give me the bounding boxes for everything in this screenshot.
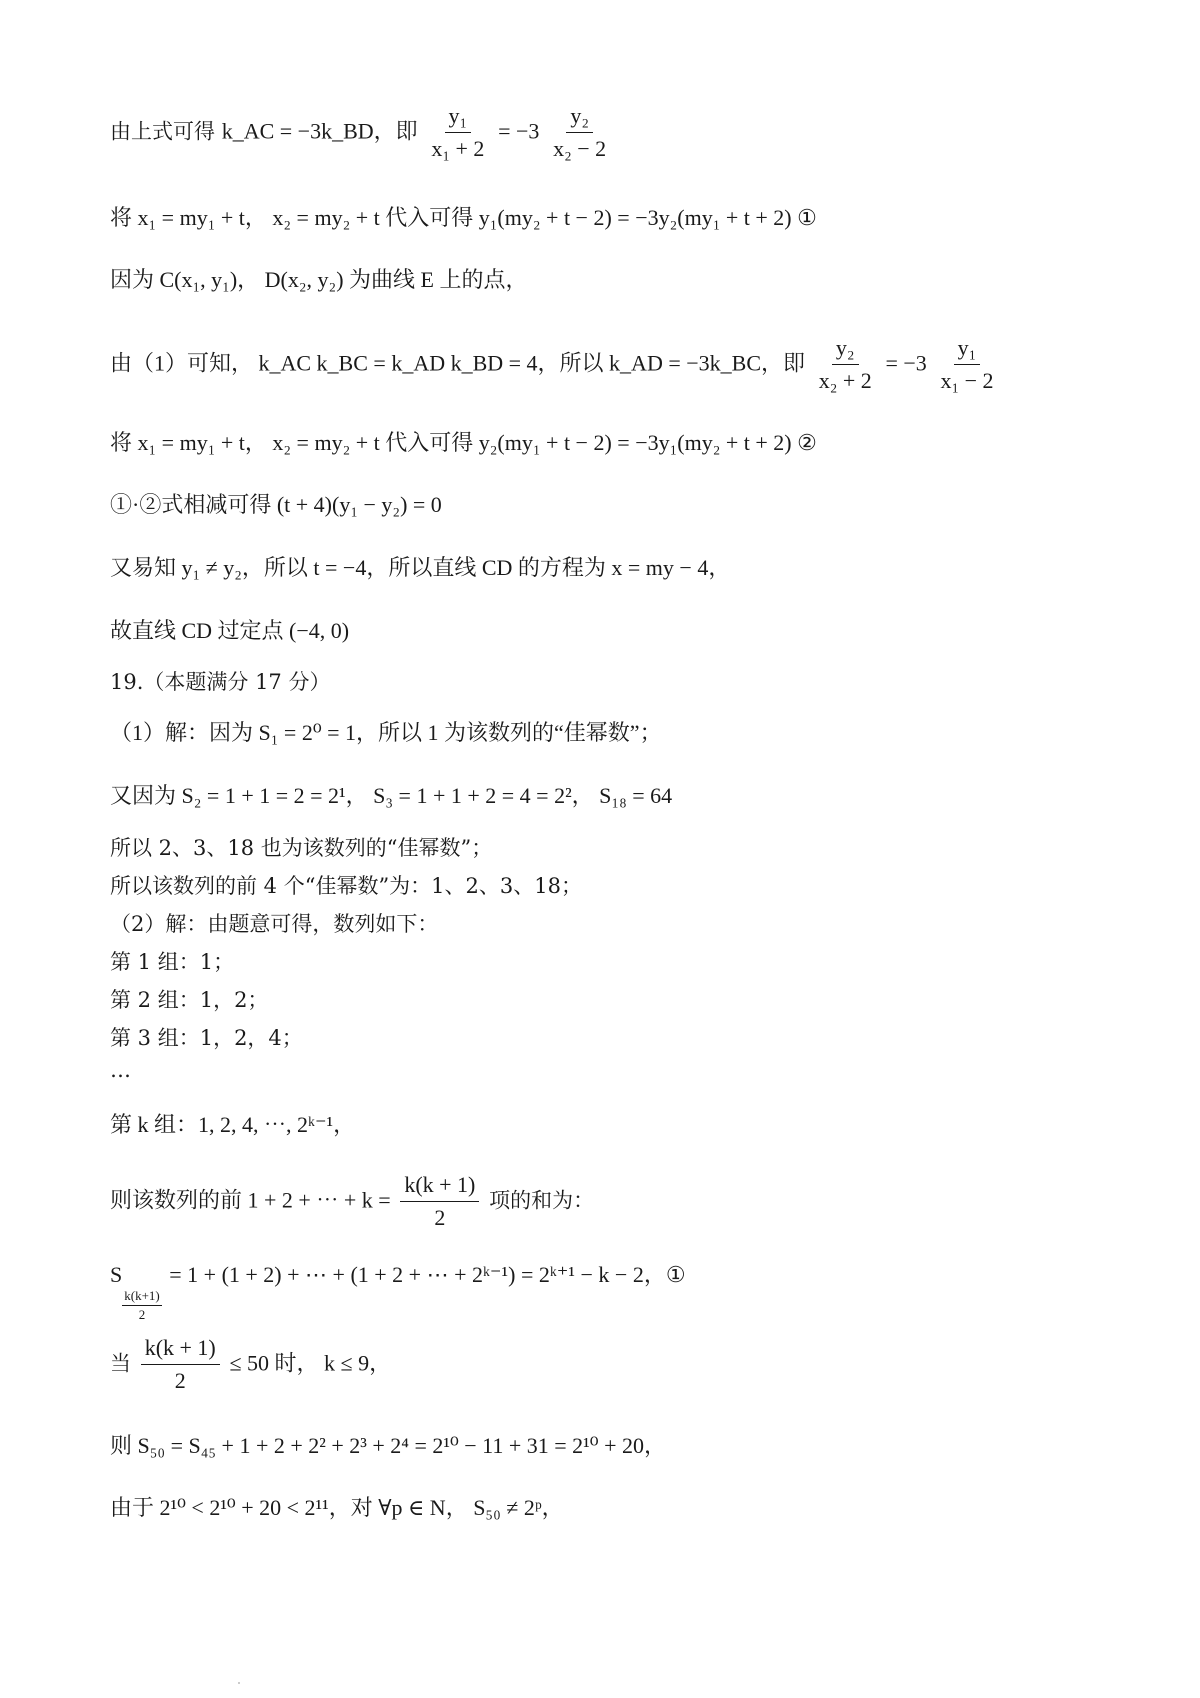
line-substitution-2: 将 x₁ = my₁ + t， x₂ = my₂ + t 代入可得 y₂(my₁ + t − 2) = −3y₁(my₂ + t + 2) ② — [110, 430, 817, 455]
denominator: x₂ − 2 — [553, 136, 607, 162]
formula: 则该数列的前 1 + 2 + ⋯ + k = — [110, 1187, 391, 1213]
fraction — [141, 1335, 220, 1395]
text: 项的和为： — [489, 1188, 595, 1213]
fraction — [815, 335, 876, 395]
numerator: y₁ — [954, 335, 981, 365]
line-slope-product — [110, 335, 1001, 395]
formula: ≤ 50 时， k ≤ 9， — [229, 1350, 392, 1376]
line-sum-formula — [110, 1262, 686, 1322]
numerator: k(k + 1) — [141, 1335, 220, 1365]
line-t-value: 又易知 y₁ ≠ y₂，所以 t = −4，所以直线 CD 的方程为 x = my − 4， — [110, 555, 731, 580]
line-ellipsis: … — [110, 1058, 131, 1082]
text: 由上式可得 — [110, 119, 215, 144]
denominator: x₂ + 2 — [818, 368, 872, 394]
fraction — [427, 103, 488, 163]
line-k-bound — [110, 1335, 391, 1395]
formula: = −3 — [498, 118, 540, 144]
numerator: y₁ — [445, 103, 472, 133]
denominator: 2 — [138, 1306, 146, 1322]
denominator: x₁ − 2 — [940, 368, 994, 394]
denominator: 2 — [434, 1205, 446, 1231]
formula: = −3 — [885, 350, 927, 376]
line-kac-relation — [110, 103, 613, 163]
fraction — [936, 335, 997, 395]
line-substitution-1: 将 x₁ = my₁ + t， x₂ = my₂ + t 代入可得 y₁(my₂ + t − 2) = −3y₂(my₁ + t + 2) ① — [110, 205, 817, 230]
denominator: x₁ + 2 — [431, 136, 485, 162]
line-group-2: 第 2 组：1，2； — [110, 988, 269, 1012]
denominator: 2 — [174, 1368, 186, 1394]
line-group-1: 第 1 组：1； — [110, 950, 235, 974]
text: 当 — [110, 1351, 131, 1376]
fraction — [549, 103, 610, 163]
formula: = 1 + (1 + 2) + ⋯ + (1 + 2 + ⋯ + 2ᵏ⁻¹) = 2ᵏ⁺¹ − k − 2，① — [169, 1262, 686, 1287]
page-mark — [238, 1682, 240, 1684]
numerator: y₂ — [566, 103, 593, 133]
sum-symbol: S — [110, 1262, 123, 1287]
line-first-terms — [110, 1172, 594, 1232]
line-s50: 则 S₅₀ = S₄₅ + 1 + 2 + 2² + 2³ + 2⁴ = 2¹⁰ − 11 + 31 = 2¹⁰ + 20， — [110, 1433, 667, 1458]
line-points-on-curve: 因为 C(x₁, y₁)， D(x₂, y₂) 为曲线 E 上的点， — [110, 267, 528, 292]
numerator: y₂ — [832, 335, 859, 365]
line-group-3: 第 3 组：1，2，4； — [110, 1026, 303, 1050]
fraction — [400, 1172, 479, 1232]
line-part1-start: （1）解：因为 S₁ = 2⁰ = 1，所以 1 为该数列的“佳幂数”； — [110, 720, 662, 745]
numerator: k(k+1) — [122, 1288, 162, 1306]
formula: 由（1）可知， k_AC k_BC = k_AD k_BD = 4，所以 k_AD = −3k_BC，即 — [110, 350, 805, 376]
subscript-fraction — [122, 1288, 162, 1322]
line-part1-sums: 又因为 S₂ = 1 + 1 = 2 = 2¹， S₃ = 1 + 1 + 2 = 4 = 2²， S₁₈ = 64 — [110, 783, 673, 808]
numerator: k(k + 1) — [400, 1172, 479, 1202]
line-part1-answer: 所以该数列的前 4 个“佳幂数”为：1、2、3、18； — [110, 874, 582, 898]
line-group-k: 第 k 组：1, 2, 4, ⋯, 2ᵏ⁻¹， — [110, 1112, 356, 1137]
line-subtract: ①·②式相减可得 (t + 4)(y₁ − y₂) = 0 — [110, 492, 442, 517]
line-part2-start: （2）解：由题意可得，数列如下： — [110, 912, 439, 936]
question-19-heading: 19.（本题满分 17 分） — [110, 670, 331, 694]
formula: k_AC = −3k_BD，即 — [221, 118, 418, 144]
line-part1-conclusion: 所以 2、3、18 也为该数列的“佳幂数”； — [110, 836, 493, 860]
line-conclusion: 由于 2¹⁰ < 2¹⁰ + 20 < 2¹¹，对 ∀p ∈ N， S₅₀ ≠ 2ᵖ， — [110, 1495, 564, 1520]
line-fixed-point: 故直线 CD 过定点 (−4, 0) — [110, 618, 350, 643]
